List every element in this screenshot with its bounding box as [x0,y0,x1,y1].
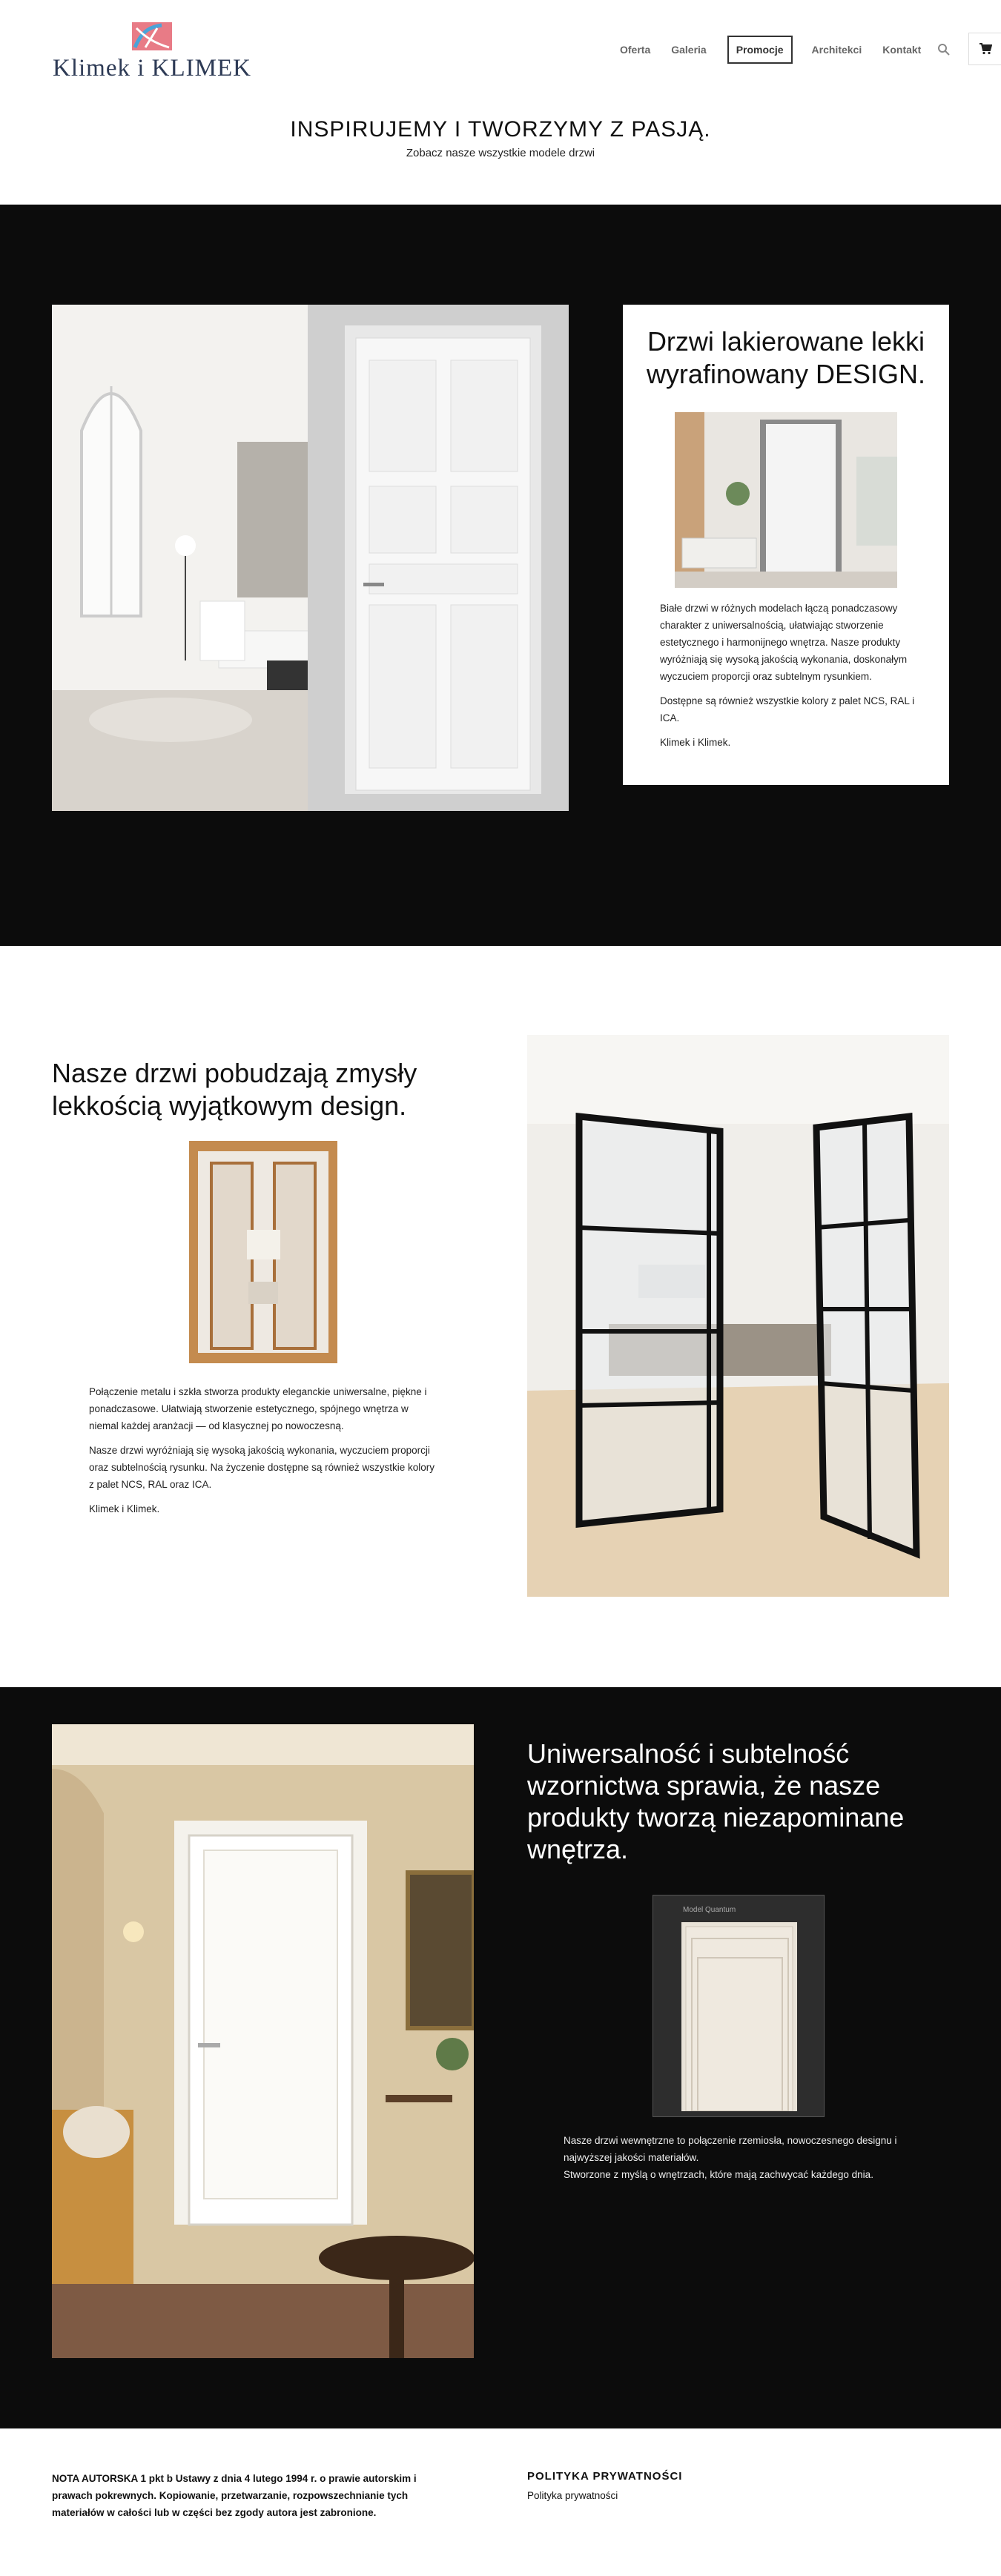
section-paragraph: Połączenie metalu i szkła stworza produkty eleganckie uniwersalne, piękne i ponadczasowe. Ułatwiają stworzenie estetycznego, spójnego wnętrza w niemal każdej aranżacji — od klasycznej po nowoczesną. [89,1386,427,1431]
card-title: Drzwi lakierowane lekki wyrafinowany DESIGN. [646,326,926,389]
lacquered-doors-card [623,305,949,785]
section-paragraph: Klimek i Klimek. [89,1503,160,1514]
logo-text: Klimek i KLIMEK [53,55,251,82]
site-header [0,0,1001,96]
white-door-interior-image [52,305,569,811]
logo[interactable] [52,22,252,82]
logo-mark-icon [132,22,172,50]
search-icon[interactable] [937,43,951,56]
quantum-door-icon [681,1922,797,2111]
main-nav [620,36,951,64]
page-title: INSPIRUJEMY I TWORZYMY Z PASJĄ. [290,117,711,142]
nav-item-oferta[interactable]: Oferta [620,44,651,56]
model-label: Model Quantum [683,1906,736,1914]
cart-button[interactable] [968,33,1001,65]
quantum-doors-section [0,1687,1001,2428]
model-quantum-image [653,1895,825,2117]
section-paragraph-line: Nasze drzwi wewnętrzne to połączenie rzemiosła, nowoczesnego designu i najwyższej jakości materiałów. [564,2135,897,2163]
glass-doors-section [0,946,1001,1687]
cart-icon [979,43,992,55]
card-paragraph: Białe drzwi w różnych modelach łączą ponadczasowy charakter z uniwersalnością, ułatwiając stworzenie estetycznego i harmonijnego wnętrza. Nasze produkty wyróżniają się wysoką jakością wykonania, doskonałym wyczuciem proporcji oraz subtelnym rysunkiem. [660,603,908,682]
intro-section [0,96,1001,205]
privacy-heading: POLITYKA PRYWATNOŚCI [527,2470,683,2483]
privacy-widget [527,2470,682,2501]
lacquered-doors-section [0,205,1001,946]
nav-item-architekci[interactable]: Architekci [811,44,862,56]
privacy-policy-link[interactable]: Polityka prywatności [527,2490,618,2501]
section-title: Nasze drzwi pobudzają zmysły lekkością wyjątkowym design. [52,1058,417,1121]
site-footer [0,2428,1001,2576]
door-thumbnail-image [675,412,897,588]
nav-item-promocje[interactable]: Promocje [727,36,793,64]
card-paragraph: Klimek i Klimek. [660,737,731,748]
section-text [564,2132,934,2183]
section-paragraph: Nasze drzwi wyróżniają się wysoką jakością wykonania, wyczuciem proporcji oraz subtelnością rysunku. Na życzenie dostępne są również wszystkie kolory z palet NCS, RAL oraz ICA. [89,1445,435,1490]
nav-item-kontakt[interactable]: Kontakt [882,44,922,56]
classic-white-door-interior-image [52,1724,474,2358]
copyright-note: NOTA AUTORSKA 1 pkt b Ustawy z dnia 4 lutego 1994 r. o prawie autorskim i prawach pokrewnych. Kopiowanie, przetwarzanie, rozpowszechnianie tych materiałów w całości lub w części bez zgody autora jest zabronione. [52,2473,417,2518]
section-title: Uniwersalność i subtelność wzornictwa sprawia, że nasze produkty tworzą niezapominane wnętrza. [527,1738,905,1864]
card-paragraph: Dostępne są również wszystkie kolory z palet NCS, RAL i ICA. [660,695,915,724]
page-subtitle: Zobacz nasze wszystkie modele drzwi [406,147,595,159]
section-paragraph-line: Stworzone z myślą o wnętrzach, które mają zachwycać każdego dnia. [564,2169,873,2180]
nav-item-galeria[interactable]: Galeria [671,44,707,56]
section-text [89,1383,437,1525]
black-frame-glass-doors-image [527,1035,949,1597]
card-text [660,600,919,758]
wooden-glass-door-image [189,1141,337,1363]
